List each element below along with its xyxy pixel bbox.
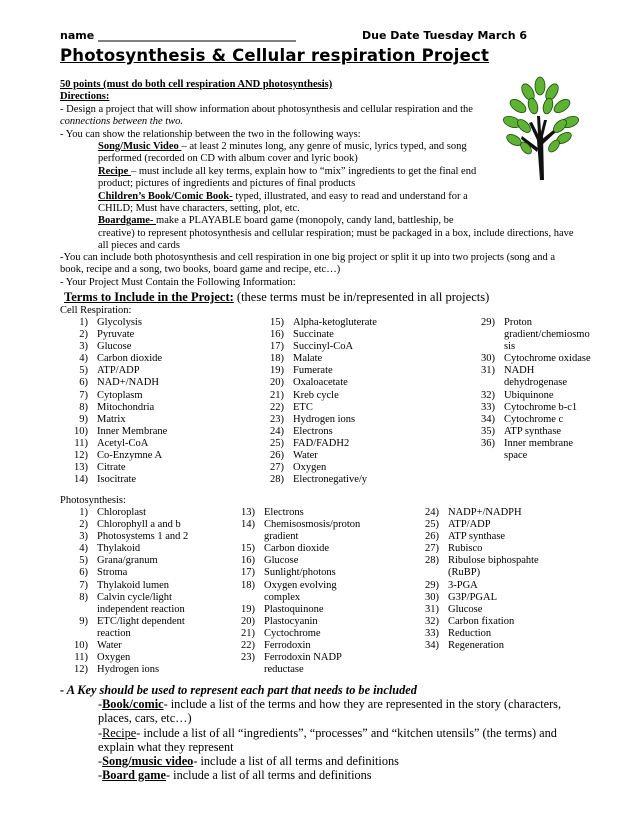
key-heading: - A Key should be used to represent each part that needs to be included bbox=[60, 683, 417, 697]
option-book: Children’s Book/Comic Book- typed, illustrated, and easy to read and understand for a bbox=[98, 190, 468, 202]
term-item bbox=[227, 628, 360, 640]
term-text: Plastocyanin bbox=[264, 615, 318, 627]
term-item bbox=[227, 616, 360, 628]
term-text: complex bbox=[264, 591, 301, 603]
term-number: 21) bbox=[241, 627, 255, 639]
due-date: Due Date Tuesday March 6 bbox=[362, 29, 528, 42]
term-text: Chloroplast bbox=[97, 507, 146, 518]
term-text: Proton bbox=[504, 317, 533, 328]
term-item bbox=[60, 628, 188, 640]
term-text: Thylakoid lumen bbox=[97, 579, 170, 591]
term-text: Co-Enzymne A bbox=[97, 450, 163, 462]
term-text: Hydrogen ions bbox=[293, 413, 356, 425]
term-item bbox=[60, 317, 167, 329]
term-item bbox=[227, 592, 360, 604]
term-text: sis bbox=[504, 341, 516, 353]
term-item bbox=[60, 462, 167, 474]
term-text: Hydrogen ions bbox=[97, 664, 160, 676]
term-item bbox=[256, 402, 377, 414]
term-item bbox=[227, 664, 360, 676]
term-item bbox=[60, 414, 167, 426]
term-text: Rubisco bbox=[448, 543, 483, 555]
term-item bbox=[227, 640, 360, 652]
option-song-cont: performed (recorded on CD with album cover and lyric book) bbox=[98, 153, 358, 165]
term-text: Carbon dioxide bbox=[97, 353, 163, 365]
term-item bbox=[60, 567, 188, 579]
photosynthesis-label: Photosynthesis: bbox=[60, 495, 126, 506]
term-item bbox=[60, 426, 167, 438]
term-text: Cyctochrome bbox=[264, 627, 321, 639]
key-book: -Book/comic- include a list of the terms and how they are represented in the story (characters, bbox=[98, 697, 562, 712]
term-number: 23) bbox=[270, 413, 284, 425]
term-item bbox=[467, 426, 591, 438]
term-number: 2) bbox=[79, 519, 88, 531]
term-item bbox=[467, 414, 591, 426]
term-item bbox=[411, 640, 539, 652]
term-text: ETC bbox=[293, 401, 313, 413]
term-text: Sunlight/photons bbox=[264, 567, 336, 579]
term-item bbox=[60, 531, 188, 543]
term-number: 19) bbox=[241, 603, 255, 615]
term-text: Oxygen bbox=[97, 652, 131, 664]
option-song: Song/Music Video – at least 2 minutes long, any genre of music, lyrics typed, and song bbox=[98, 141, 467, 152]
term-item bbox=[467, 317, 591, 329]
term-item bbox=[60, 592, 188, 604]
term-item bbox=[467, 329, 591, 341]
option-boardgame-cont2: all pieces and cards bbox=[98, 240, 180, 252]
term-text: NADH bbox=[504, 365, 535, 377]
term-number: 8) bbox=[79, 591, 88, 603]
term-text: Ferrodoxin bbox=[264, 640, 311, 652]
term-number: 31) bbox=[425, 603, 439, 615]
term-number: 24) bbox=[425, 507, 439, 518]
term-item bbox=[60, 450, 167, 462]
term-number: 13) bbox=[74, 462, 88, 474]
term-number: 21) bbox=[270, 389, 284, 401]
term-number: 16) bbox=[241, 555, 255, 567]
name-line: name ____________________________________ bbox=[60, 29, 297, 42]
option-recipe-cont: product; pictures of ingredients and pictures of final products bbox=[98, 178, 356, 190]
term-text: Carbon fixation bbox=[448, 615, 515, 627]
term-number: 34) bbox=[425, 640, 439, 652]
term-text: Reduction bbox=[448, 627, 492, 639]
term-text: Mitochondria bbox=[97, 401, 155, 413]
term-text: Photosystems 1 and 2 bbox=[97, 531, 189, 543]
cell-respiration-label: Cell Respiration: bbox=[60, 305, 132, 316]
points-line: 50 points (must do both cell respiration AND photosynthesis) bbox=[60, 79, 333, 90]
term-text: Cytoplasm bbox=[97, 389, 143, 401]
term-text: ATP synthase bbox=[448, 531, 506, 543]
term-number: 24) bbox=[270, 425, 284, 437]
term-text: Glucose bbox=[264, 555, 299, 567]
term-text: Cytochrome c bbox=[504, 413, 564, 425]
term-text: Inner membrane bbox=[504, 437, 574, 449]
term-number: 4) bbox=[79, 353, 88, 365]
term-text: NAD+/NADH bbox=[97, 377, 159, 389]
term-number: 27) bbox=[425, 543, 439, 555]
term-item bbox=[60, 474, 167, 486]
term-item bbox=[60, 616, 188, 628]
term-item bbox=[60, 438, 167, 450]
term-number: 17) bbox=[270, 341, 284, 353]
term-number: 14) bbox=[241, 519, 255, 531]
term-text: Isocitrate bbox=[97, 474, 137, 486]
term-number: 34) bbox=[481, 413, 495, 425]
term-number: 10) bbox=[74, 425, 88, 437]
term-number: 1) bbox=[79, 507, 88, 518]
term-item bbox=[60, 604, 188, 616]
term-item bbox=[256, 390, 377, 402]
key-song: -Song/music video- include a list of all terms and definitions bbox=[98, 754, 399, 769]
term-item bbox=[256, 341, 377, 353]
term-text: Oxygen evolving bbox=[264, 579, 337, 591]
key-recipe-cont: explain what they represent bbox=[98, 739, 234, 754]
term-text: Plastoquinone bbox=[264, 603, 324, 615]
term-text: space bbox=[504, 450, 528, 462]
term-text: gradient/chemiosmo bbox=[504, 329, 590, 341]
term-number: 29) bbox=[481, 317, 495, 328]
term-item bbox=[60, 341, 167, 353]
term-number: 5) bbox=[79, 555, 88, 567]
key-book-cont: places, cars, etc…) bbox=[98, 711, 192, 726]
term-text: Ferrodoxin NADP bbox=[264, 652, 342, 664]
term-number: 12) bbox=[74, 450, 88, 462]
term-number: 23) bbox=[241, 652, 255, 664]
term-item bbox=[60, 580, 188, 592]
term-text: NADP+/NADPH bbox=[448, 507, 522, 518]
term-number: 16) bbox=[270, 329, 284, 341]
term-text: Thylakoid bbox=[97, 543, 141, 555]
term-text: reaction bbox=[97, 627, 131, 639]
term-item bbox=[256, 462, 377, 474]
term-text: Fumerate bbox=[293, 365, 333, 377]
term-text: Cytochrome oxidase bbox=[504, 353, 591, 365]
term-text: Succinyl-CoA bbox=[293, 341, 354, 353]
option-boardgame-cont: creative) to represent photosynthesis and cellular respiration; must be packaged in a box, include directions, have bbox=[98, 227, 574, 239]
term-number: 3) bbox=[79, 341, 88, 353]
term-number: 9) bbox=[79, 413, 88, 425]
term-item bbox=[467, 353, 591, 365]
combine-note-line-1: -You can include both photosynthesis and cell respiration in one big project or split it up into two projects (song and a bbox=[60, 252, 555, 263]
term-item bbox=[227, 652, 360, 664]
term-item bbox=[60, 652, 188, 664]
term-number: 25) bbox=[425, 519, 439, 531]
term-text: dehydrogenase bbox=[504, 377, 567, 389]
term-number: 2) bbox=[79, 329, 88, 341]
term-item bbox=[60, 353, 167, 365]
combine-note-line-2: book, recipe and a song, two books, board game and recipe, etc…) bbox=[60, 264, 341, 276]
term-text: Succinate bbox=[293, 329, 334, 341]
term-number: 10) bbox=[74, 640, 88, 652]
term-item bbox=[227, 555, 360, 567]
combine-note-line-3: - Your Project Must Contain the Following Information: bbox=[60, 276, 296, 288]
option-book-cont: CHILD; Must have characters, setting, plot, etc. bbox=[98, 203, 300, 215]
term-text: Cytochrome b-c1 bbox=[504, 401, 578, 413]
term-number: 12) bbox=[74, 664, 88, 676]
terms-heading: Terms to Include in the Project: (these terms must be in/represented in all projects) bbox=[64, 290, 490, 304]
term-number: 32) bbox=[425, 615, 439, 627]
term-number: 22) bbox=[241, 640, 255, 652]
term-text: Alpha-ketogluterate bbox=[293, 317, 377, 328]
term-text: Inner Membrane bbox=[97, 425, 168, 437]
term-text: Water bbox=[97, 640, 122, 652]
term-item bbox=[411, 507, 539, 519]
term-item bbox=[411, 519, 539, 531]
term-item bbox=[256, 438, 377, 450]
cell-resp-col-3 bbox=[467, 317, 591, 462]
term-item bbox=[467, 390, 591, 402]
term-item bbox=[227, 543, 360, 555]
term-text: Electrons bbox=[264, 507, 304, 518]
photo-col-2 bbox=[227, 507, 360, 676]
term-number: 6) bbox=[79, 377, 88, 389]
term-number: 3) bbox=[79, 531, 88, 543]
term-text: Oxygen bbox=[293, 462, 327, 474]
term-item bbox=[467, 438, 591, 450]
directions-line-1b: connections between the two. bbox=[60, 116, 184, 128]
term-text: independent reaction bbox=[97, 603, 185, 615]
term-item bbox=[467, 450, 591, 462]
term-text: Kreb cycle bbox=[293, 389, 339, 401]
term-number: 7) bbox=[79, 389, 88, 401]
term-text: ATP/ADP bbox=[97, 365, 140, 377]
term-item bbox=[227, 507, 360, 519]
term-number: 28) bbox=[270, 474, 284, 486]
term-item bbox=[256, 317, 377, 329]
term-text: Electronegative/y bbox=[293, 474, 368, 486]
term-item bbox=[256, 474, 377, 486]
term-item bbox=[60, 543, 188, 555]
term-number: 18) bbox=[241, 579, 255, 591]
term-item bbox=[60, 365, 167, 377]
term-text: Chlorophyll a and b bbox=[97, 519, 181, 531]
page-title: Photosynthesis & Cellular respiration Project bbox=[60, 46, 490, 65]
term-item bbox=[256, 450, 377, 462]
term-number: 4) bbox=[79, 543, 88, 555]
term-number: 26) bbox=[270, 450, 284, 462]
term-text: G3P/PGAL bbox=[448, 591, 498, 603]
term-item bbox=[227, 604, 360, 616]
term-text: 3-PGA bbox=[448, 579, 478, 591]
term-number: 25) bbox=[270, 437, 284, 449]
option-recipe: Recipe – must include all key terms, explain how to “mix” ingredients to get the final end bbox=[98, 165, 477, 177]
term-text: FAD/FADH2 bbox=[293, 437, 350, 449]
term-item bbox=[256, 414, 377, 426]
term-number: 18) bbox=[270, 353, 284, 365]
term-item bbox=[256, 329, 377, 341]
term-number: 14) bbox=[74, 474, 88, 486]
term-item bbox=[227, 567, 360, 579]
term-number: 15) bbox=[270, 317, 284, 328]
term-number: 20) bbox=[241, 615, 255, 627]
term-number: 7) bbox=[79, 579, 88, 591]
term-text: Carbon dioxide bbox=[264, 543, 330, 555]
project-options bbox=[98, 141, 574, 253]
term-item bbox=[256, 353, 377, 365]
term-text: Stroma bbox=[97, 567, 128, 579]
term-item bbox=[467, 365, 591, 377]
term-item bbox=[227, 519, 360, 531]
term-number: 15) bbox=[241, 543, 255, 555]
term-text: (RuBP) bbox=[448, 567, 481, 579]
term-item bbox=[60, 507, 188, 519]
term-item bbox=[256, 365, 377, 377]
term-number: 35) bbox=[481, 425, 495, 437]
term-number: 30) bbox=[425, 591, 439, 603]
option-boardgame: Boardgame- make a PLAYABLE board game (monopoly, candy land, battleship, be bbox=[98, 215, 454, 227]
term-item bbox=[467, 402, 591, 414]
term-number: 27) bbox=[270, 462, 284, 474]
term-text: Oxaloacetate bbox=[293, 377, 348, 389]
term-item bbox=[411, 628, 539, 640]
term-item bbox=[411, 604, 539, 616]
directions-line-2: - You can show the relationship between the two in the following ways: bbox=[60, 128, 361, 140]
term-number: 13) bbox=[241, 507, 255, 518]
term-text: ETC/light dependent bbox=[97, 615, 185, 627]
term-item bbox=[60, 390, 167, 402]
combine-note bbox=[60, 252, 555, 289]
term-text: Chemisosmosis/proton bbox=[264, 519, 361, 531]
term-number: 28) bbox=[425, 555, 439, 567]
term-number: 33) bbox=[425, 627, 439, 639]
term-text: Citrate bbox=[97, 462, 126, 474]
term-number: 29) bbox=[425, 579, 439, 591]
term-text: Ribulose biphospahte bbox=[448, 555, 539, 567]
term-text: Regeneration bbox=[448, 640, 504, 652]
term-item bbox=[60, 555, 188, 567]
term-number: 17) bbox=[241, 567, 255, 579]
photo-col-1 bbox=[60, 507, 188, 676]
term-number: 11) bbox=[74, 437, 88, 449]
term-text: Calvin cycle/light bbox=[97, 591, 172, 603]
term-item bbox=[411, 616, 539, 628]
key-recipe: -Recipe- include a list of all “ingredients”, “processes” and “kitchen utensils” (the terms) and bbox=[98, 725, 557, 740]
term-number: 30) bbox=[481, 353, 495, 365]
term-item bbox=[60, 640, 188, 652]
term-text: Pyruvate bbox=[97, 329, 135, 341]
term-text: ATP/ADP bbox=[448, 519, 491, 531]
term-text: gradient bbox=[264, 531, 299, 543]
term-item bbox=[411, 567, 539, 579]
term-number: 26) bbox=[425, 531, 439, 543]
term-item bbox=[60, 329, 167, 341]
term-item bbox=[467, 341, 591, 353]
term-item bbox=[60, 519, 188, 531]
term-number: 1) bbox=[79, 317, 88, 328]
key-section bbox=[60, 683, 561, 782]
term-item bbox=[60, 664, 188, 676]
term-text: Water bbox=[293, 450, 318, 462]
term-item bbox=[60, 377, 167, 389]
term-item bbox=[411, 555, 539, 567]
term-text: Ubiquinone bbox=[504, 389, 554, 401]
term-number: 33) bbox=[481, 401, 495, 413]
term-item bbox=[467, 377, 591, 389]
directions-line-1: - Design a project that will show information about photosynthesis and cellular respiration and the bbox=[60, 103, 473, 115]
term-number: 22) bbox=[270, 401, 284, 413]
term-number: 8) bbox=[79, 401, 88, 413]
key-boardgame: -Board game- include a list of all terms and definitions bbox=[98, 768, 372, 783]
term-item bbox=[256, 377, 377, 389]
term-item bbox=[411, 543, 539, 555]
term-number: 36) bbox=[481, 437, 495, 449]
term-item bbox=[60, 402, 167, 414]
term-text: Glycolysis bbox=[97, 317, 142, 328]
term-item bbox=[256, 426, 377, 438]
term-text: Electrons bbox=[293, 425, 333, 437]
cell-resp-col-2 bbox=[256, 317, 377, 486]
intro-section bbox=[60, 79, 500, 141]
term-item bbox=[227, 580, 360, 592]
term-text: Matrix bbox=[97, 413, 126, 425]
term-text: Glucose bbox=[448, 603, 483, 615]
term-number: 32) bbox=[481, 389, 495, 401]
term-item bbox=[411, 580, 539, 592]
term-item bbox=[411, 531, 539, 543]
term-number: 5) bbox=[79, 365, 88, 377]
term-number: 20) bbox=[270, 377, 284, 389]
term-number: 19) bbox=[270, 365, 284, 377]
photo-col-3 bbox=[411, 507, 539, 652]
term-number: 31) bbox=[481, 365, 495, 377]
term-number: 6) bbox=[79, 567, 88, 579]
cell-resp-col-1 bbox=[60, 317, 167, 486]
term-number: 11) bbox=[74, 652, 88, 664]
term-item bbox=[227, 531, 360, 543]
directions-label: Directions: bbox=[60, 91, 110, 103]
term-text: Grana/granum bbox=[97, 555, 158, 567]
term-number: 9) bbox=[79, 615, 88, 627]
term-text: ATP synthase bbox=[504, 425, 562, 437]
term-item bbox=[411, 592, 539, 604]
term-text: reductase bbox=[264, 664, 304, 676]
term-text: Acetyl-CoA bbox=[97, 437, 149, 449]
term-text: Glucose bbox=[97, 341, 132, 353]
term-text: Malate bbox=[293, 353, 323, 365]
